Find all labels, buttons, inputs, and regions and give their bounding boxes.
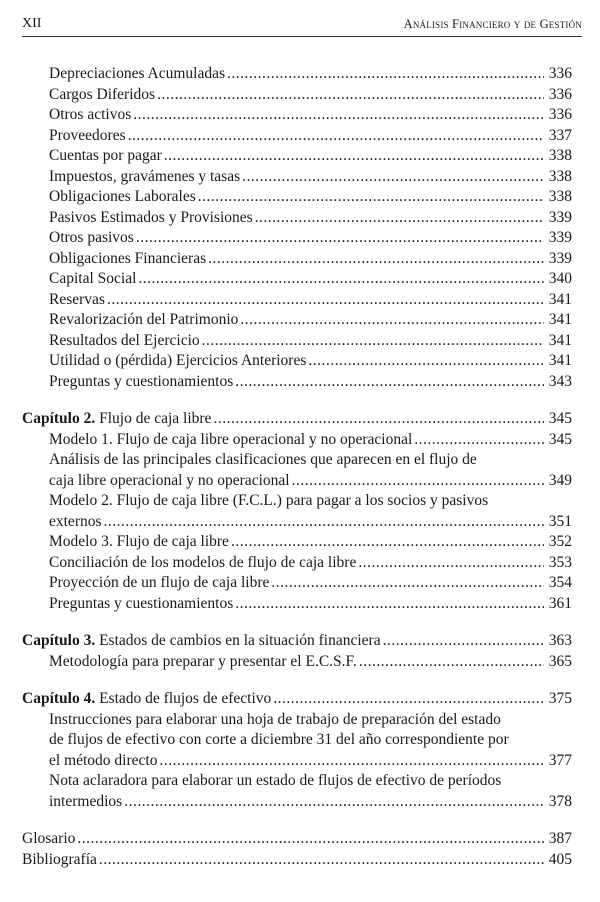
entry-title-line: Nota aclaradora para elaborar un estado de flujos de efectivo de períodos [49,772,502,789]
entry-title: Conciliación de los modelos de flujo de caja libre [49,553,357,571]
entry-title: Modelo 3. Flujo de caja libre [49,533,229,550]
page-ref: 352 [548,533,572,550]
page-ref: 354 [548,574,572,591]
entry-title: Pasivos Estimados y Provisiones [49,208,253,226]
dot-leader [271,573,544,594]
toc-entry[interactable] [22,64,572,85]
dot-leader [235,372,544,393]
page-ref: 343 [548,372,572,390]
toc-entry[interactable] [22,532,572,553]
dot-leader [202,331,544,352]
toc-entry[interactable] [22,85,572,106]
dot-leader [124,792,544,813]
page-ref: 341 [548,290,572,308]
toc-entry[interactable] [22,594,572,615]
toc-entry[interactable] [22,652,572,673]
entry-title: Otros activos [49,106,132,123]
toc-entry[interactable] [22,310,572,331]
page-ref: 336 [548,65,572,82]
toc-entry[interactable] [22,208,572,229]
toc-entry[interactable] [22,228,572,249]
entry-title: Preguntas y cuestionamientos [49,594,234,612]
toc-entry[interactable] [22,372,572,393]
entry-title: Glosario [22,830,76,847]
toc-entry[interactable] [22,290,572,311]
chapter-title: Flujo de caja libre [99,410,212,427]
dot-leader [198,187,544,208]
entry-title: Otros pasivos [49,229,134,246]
page-ref: 339 [548,208,572,226]
entry-title: Reservas [49,290,105,308]
page-ref: 340 [548,270,572,287]
toc-section-accounts [22,64,572,392]
page-ref: 378 [548,792,572,810]
dot-leader [359,652,544,673]
entry-title: intermedios [49,792,123,810]
entry-title: Depreciaciones Acumuladas [49,65,226,82]
entry-title: el método directo [49,751,158,769]
entry-title-line: Instrucciones para elaborar una hoja de trabajo de preparación del estado [49,710,501,728]
page-ref: 336 [548,85,572,103]
dot-leader [208,249,544,270]
dot-leader [273,689,544,710]
entry-title: externos [49,512,102,530]
page-number: XII [22,16,42,31]
entry-title: caja libre operacional y no operacional [49,471,290,489]
page-ref: 341 [548,331,572,349]
page-ref: 377 [548,751,572,769]
toc-entry[interactable] [22,553,572,574]
entry-title: Cargos Diferidos [49,85,156,103]
page-ref: 338 [548,188,572,205]
toc-entry[interactable] [22,249,572,270]
dot-leader [383,631,544,652]
toc-entry[interactable] [22,792,572,813]
table-of-contents [22,64,572,870]
page-ref: 341 [548,352,572,369]
page-ref: 405 [548,850,572,868]
running-header [22,14,582,37]
page-ref: 336 [548,106,572,123]
dot-leader [159,751,544,772]
book-title: Análisis Financiero y de Gestión [403,17,582,31]
entry-title: Revalorización del Patrimonio [49,311,239,328]
chapter-label: Capítulo 3. [22,632,96,649]
dot-leader [164,146,544,167]
entry-title: Modelo 1. Flujo de caja libre operacional y no operacional [49,430,413,448]
entry-title: Proveedores [49,126,126,144]
dot-leader [133,105,544,126]
entry-title: Cuentas por pagar [49,147,162,164]
dot-leader [77,829,544,850]
toc-entry[interactable] [22,167,572,188]
page-ref: 337 [548,126,572,144]
toc-entry[interactable] [22,829,572,850]
dot-leader [213,409,544,430]
toc-entry[interactable] [22,751,572,772]
dot-leader [231,532,544,553]
dot-leader [104,512,544,533]
toc-chapter-2[interactable] [22,409,572,430]
entry-title: Proyección de un flujo de caja libre [49,574,270,591]
toc-section-back-matter [22,829,572,870]
toc-entry[interactable] [22,430,572,451]
toc-chapter-3[interactable] [22,631,572,652]
page-ref: 351 [548,512,572,530]
page-ref: 375 [548,690,572,707]
entry-title: Metodología para preparar y presentar el E.C.S.F. [49,652,357,670]
toc-entry[interactable] [22,146,572,167]
page-ref: 345 [548,410,572,427]
page-ref: 338 [548,147,572,164]
toc-entry[interactable] [22,573,572,594]
toc-chapter-4[interactable] [22,689,572,710]
page-ref: 361 [548,594,572,612]
entry-title: Bibliografía [22,850,97,868]
chapter-label: Capítulo 2. [22,410,96,427]
page-ref: 338 [548,167,572,185]
chapter-title: Estados de cambios en la situación financiera [99,632,381,649]
chapter-title: Estado de flujos de efectivo [99,690,272,707]
toc-entry[interactable] [22,850,572,871]
chapter-label: Capítulo 4. [22,690,96,707]
toc-entry[interactable] [22,512,572,533]
entry-title: Impuestos, gravámenes y tasas [49,167,241,185]
dot-leader [358,553,544,574]
dot-leader [107,290,544,311]
dot-leader [242,167,544,188]
toc-entry[interactable] [22,126,572,147]
dot-leader [99,850,544,871]
entry-title: Preguntas y cuestionamientos [49,372,234,390]
entry-title-line: Análisis de las principales clasificaciones que aparecen en el flujo de [49,451,477,468]
toc-entry[interactable] [22,187,572,208]
dot-leader [255,208,544,229]
page-ref: 349 [548,471,572,489]
entry-title: Resultados del Ejercicio [49,331,200,349]
toc-entry[interactable] [22,351,572,372]
toc-entry[interactable] [22,471,572,492]
dot-leader [235,594,544,615]
dot-leader [128,126,544,147]
page-ref: 339 [548,229,572,246]
toc-entry[interactable] [22,105,572,126]
toc-entry[interactable] [22,269,572,290]
entry-title: Obligaciones Financieras [49,249,207,267]
entry-title-line: de flujos de efectivo con corte a diciembre 31 del año correspondiente por [49,731,509,748]
page-ref: 353 [548,553,572,571]
dot-leader [138,269,544,290]
dot-leader [227,64,544,85]
toc-entry[interactable] [22,331,572,352]
dot-leader [157,85,544,106]
entry-title: Capital Social [49,270,137,287]
dot-leader [136,228,544,249]
dot-leader [240,310,544,331]
page-ref: 341 [548,311,572,328]
page-ref: 339 [548,249,572,267]
entry-title: Utilidad o (pérdida) Ejercicios Anteriores [49,352,307,369]
page-ref: 365 [548,652,572,670]
page-ref: 387 [548,830,572,847]
entry-title-line: Modelo 2. Flujo de caja libre (F.C.L.) para pagar a los socios y pasivos [49,492,489,509]
dot-leader [308,351,544,372]
dot-leader [414,430,544,451]
page-ref: 363 [548,632,572,649]
page-ref: 345 [548,430,572,448]
entry-title: Obligaciones Laborales [49,188,196,205]
dot-leader [292,471,544,492]
